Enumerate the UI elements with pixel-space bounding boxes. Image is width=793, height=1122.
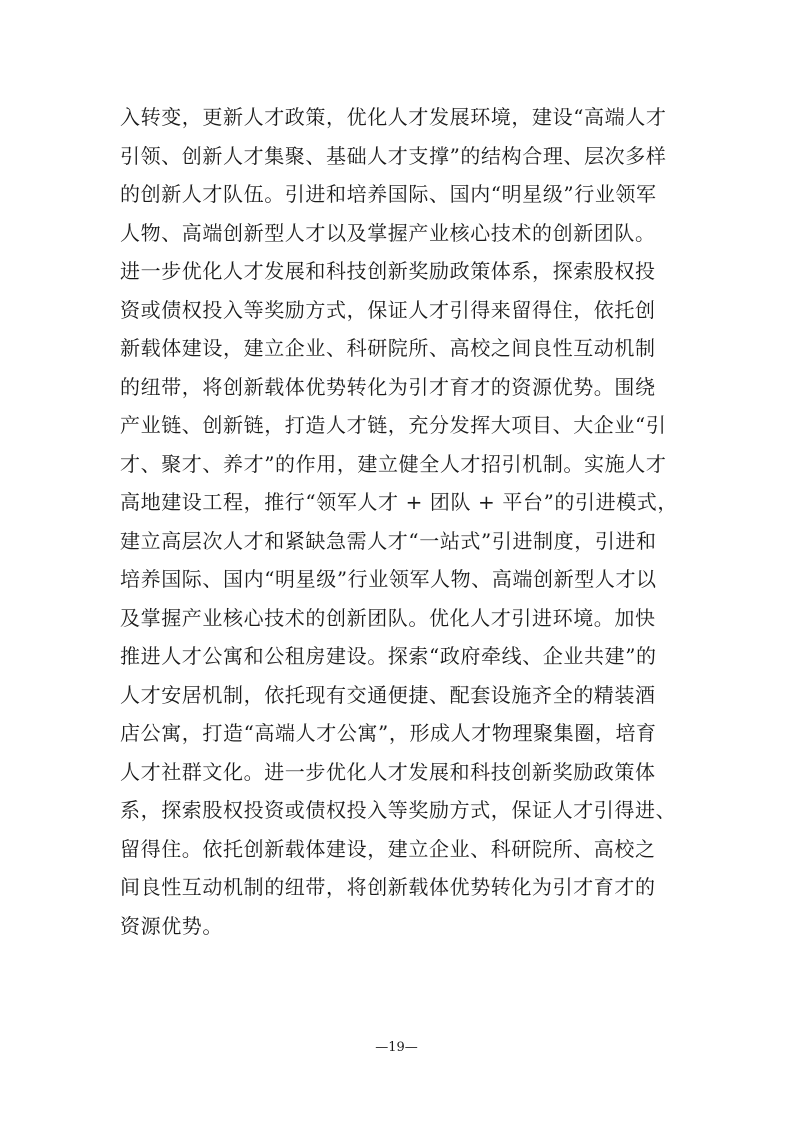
body-paragraph [120, 98, 680, 945]
text-line: 才、聚才、养才”的作用，建立健全人才招引机制。实施人才 [120, 451, 667, 476]
text-line: 引领、创新人才集聚、基础人才支撑”的结构合理、层次多样 [120, 143, 667, 168]
text-line: 的创新人才队伍。引进和培养国际、国内“明星级”行业领军 [120, 182, 657, 206]
text-line: 店公寓，打造“高端人才公寓”，形成人才物理聚集圈，培育 [120, 721, 657, 745]
text-line: 人才社群文化。进一步优化人才发展和科技创新奖励政策体 [120, 759, 656, 784]
text-line: 及掌握产业核心技术的创新团队。优化人才引进环境。加快 [120, 605, 656, 630]
text-line: 入转变，更新人才政策，优化人才发展环境，建设“高端人才 [120, 105, 667, 129]
text-line: 产业链、创新链，打造人才链，充分发挥大项目、大企业“引 [120, 413, 667, 437]
text-line: 留得住。依托创新载体建设，建立企业、科研院所、高校之 [120, 836, 656, 861]
text-line: 进一步优化人才发展和科技创新奖励政策体系，探索股权投 [120, 259, 656, 283]
text-line: 系，探索股权投资或债权投入等奖励方式，保证人才引得进、 [120, 798, 677, 822]
page-number: —19— [375, 1040, 418, 1055]
text-line: 培养国际、国内“明星级”行业领军人物、高端创新型人才以 [120, 567, 657, 591]
text-line: 高地建设工程，推行“领军人才 + 团队 + 平台”的引进模式， [120, 490, 678, 514]
text-line: 间良性互动机制的纽带，将创新载体优势转化为引才育才的 [120, 875, 656, 899]
text-line: 的纽带，将创新载体优势转化为引才育才的资源优势。围绕 [120, 374, 656, 399]
text-line: 人才安居机制，依托现有交通便捷、配套设施齐全的精装酒 [120, 682, 656, 707]
text-line: 资源优势。 [120, 913, 223, 938]
text-line: 新载体建设，建立企业、科研院所、高校之间良性互动机制 [120, 336, 656, 360]
text-line: 资或债权投入等奖励方式，保证人才引得来留得住，依托创 [120, 297, 656, 322]
text-line: 建立高层次人才和紧缺急需人才“一站式”引进制度，引进和 [120, 528, 657, 553]
text-line: 推进人才公寓和公租房建设。探索“政府牵线、企业共建”的 [120, 644, 657, 668]
text-line: 人物、高端创新型人才以及掌握产业核心技术的创新团队。 [120, 220, 656, 245]
